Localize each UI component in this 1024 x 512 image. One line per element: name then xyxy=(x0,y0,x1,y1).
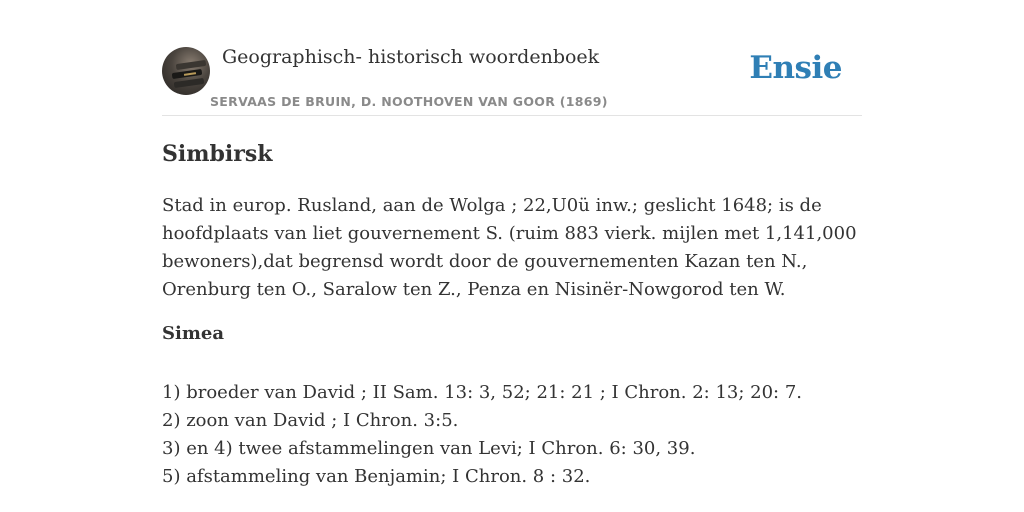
book-author: SERVAAS DE BRUIN, D. NOOTHOVEN VAN GOOR (1869) xyxy=(210,94,608,109)
header xyxy=(162,40,862,116)
entry-title: Simea xyxy=(162,323,224,344)
entry-body: Stad in europ. Rusland, aan de Wolga ; 22,U0ü inw.; geslicht 1648; is de hoofdplaats van liet gouvernement S. (ruim 883 vierk. mijlen met 1,141,000 bewoners),dat begrensd wordt door de gouvernementen Kazan ten N., Orenburg ten O., Saralow ten Z., Penza en Nisinër-Nowgorod ten W. xyxy=(162,195,857,300)
ensie-logo[interactable]: Ensie xyxy=(749,50,842,86)
entry-line: 5) afstammeling van Benjamin; I Chron. 8 : 32. xyxy=(162,466,591,487)
book-title-link[interactable]: Geographisch- historisch woordenboek xyxy=(222,46,600,68)
entry-body xyxy=(162,379,862,491)
book-spine xyxy=(174,78,205,88)
entry-line: 3) en 4) twee afstammelingen van Levi; I Chron. 6: 30, 39. xyxy=(162,438,696,459)
entry-line: 2) zoon van David ; I Chron. 3:5. xyxy=(162,410,459,431)
book-cover-avatar[interactable] xyxy=(162,47,210,95)
entry-title: Simbirsk xyxy=(162,141,273,167)
entry-line: 1) broeder van David ; II Sam. 13: 3, 52; 21: 21 ; I Chron. 2: 13; 20: 7. xyxy=(162,382,803,403)
book-spines-icon xyxy=(176,60,207,70)
